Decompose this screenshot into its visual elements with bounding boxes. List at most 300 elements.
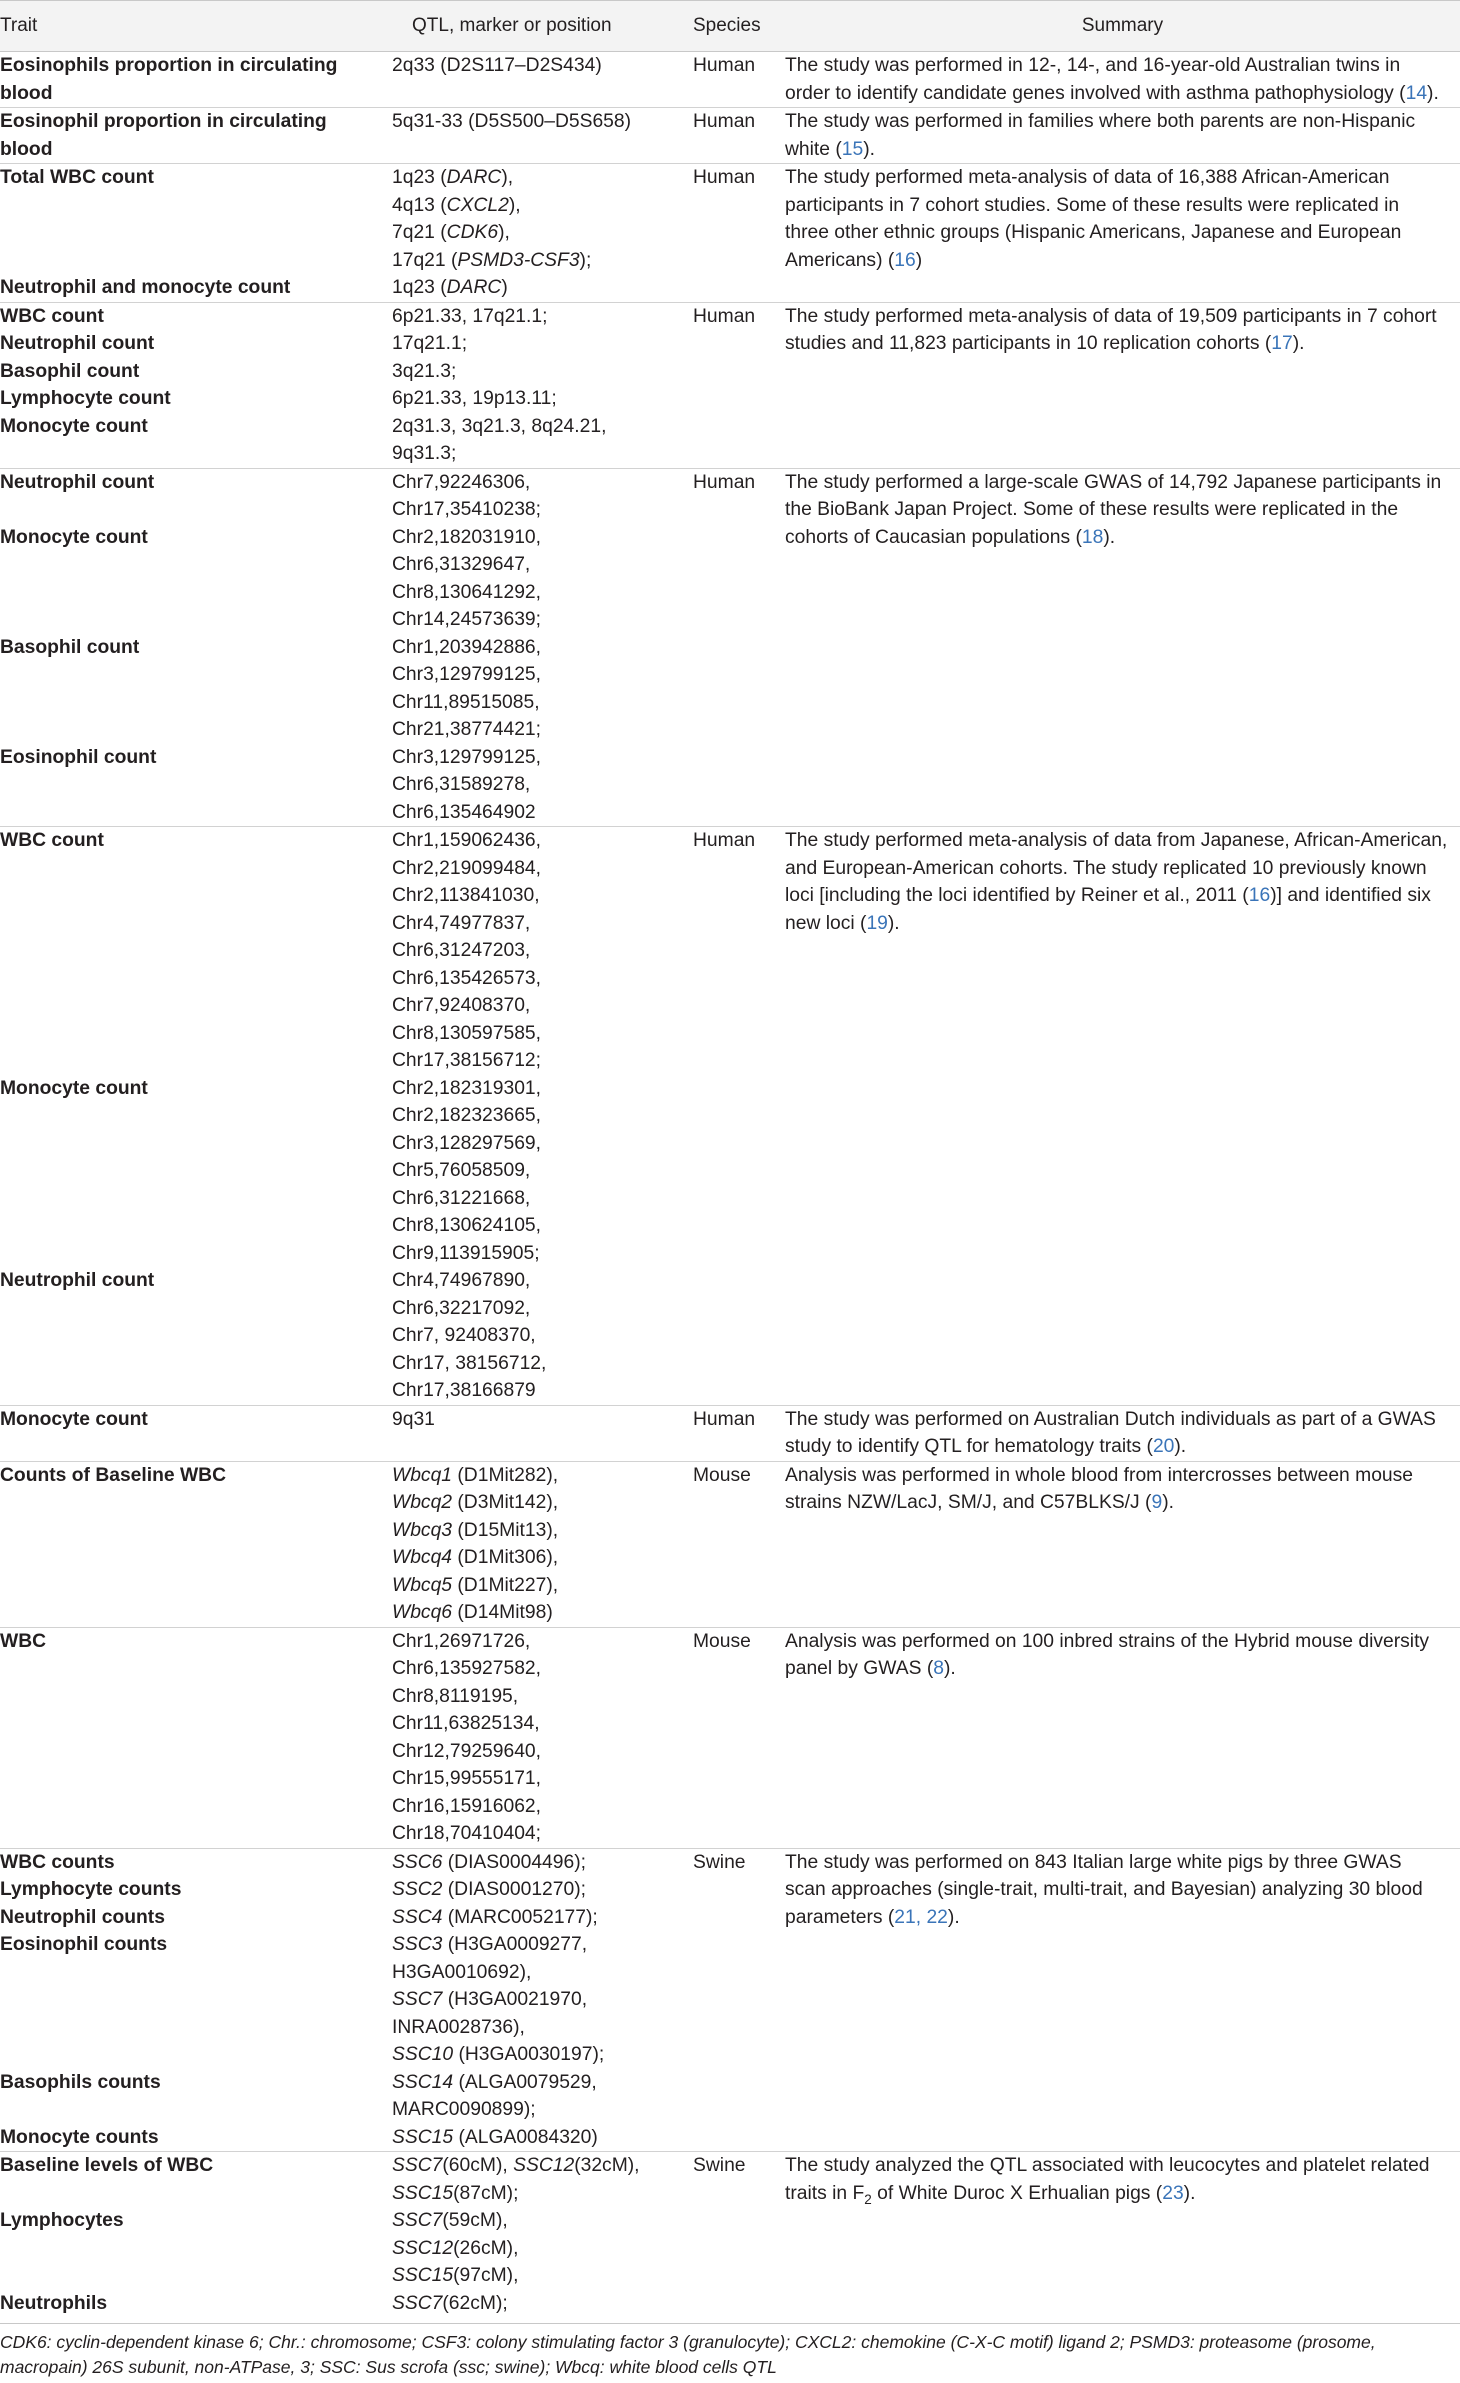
qtl-cell: [392, 1627, 693, 1848]
footnote-line: CDK6: cyclin-dependent kinase 6; Chr.: chromosome; CSF3: colony stimulating factor 3 (granulocyte); CXCL2: chemokine (C-X-C motif) ligand 2; PSMD3: proteasome (prosome,: [0, 2332, 1376, 2352]
trait-cell: [0, 1627, 392, 1848]
species-cell: Swine: [693, 1848, 785, 2152]
text-run: ).: [1183, 2182, 1196, 2204]
text-run: (H3GA0021970,: [442, 1989, 588, 2010]
table-row: [0, 1627, 1460, 1848]
qtl-cell: [392, 524, 693, 634]
trait-line: WBC: [0, 1630, 47, 1652]
qtl-line: [392, 1738, 693, 1766]
gene-name: SSC7: [392, 2155, 443, 2176]
qtl-line: [392, 716, 693, 744]
text-run: The study was performed on 843 Italian large white pigs by three GWAS: [785, 1851, 1402, 1873]
qtl-line: [392, 2262, 693, 2290]
summary-line: [785, 1628, 1454, 1656]
trait-line: Lymphocyte counts: [0, 1879, 182, 1900]
text-run: The study performed meta-analysis of data of 19,509 participants in 7 cohort: [785, 305, 1437, 327]
qtl-cell: [392, 1848, 693, 1876]
gene-name: PSMD3-CSF3: [457, 249, 580, 271]
text-run: Chr8,130641292,: [392, 581, 542, 603]
qtl-line: [392, 910, 693, 938]
summary-cell: [785, 1627, 1460, 1848]
qtl-line: [392, 771, 693, 799]
gene-name: SSC15: [392, 2265, 454, 2286]
text-run: Chr11,89515085,: [392, 691, 540, 713]
qtl-line: [392, 1959, 693, 1987]
trait-line: Neutrophils: [0, 2292, 108, 2314]
trait-line: Eosinophil count: [0, 746, 157, 768]
trait-cell: [0, 827, 392, 1075]
qtl-line: [392, 1047, 693, 1075]
summary-line: [785, 164, 1454, 192]
text-run: ).: [1292, 333, 1305, 354]
text-run: (D15Mit13),: [452, 1519, 559, 1541]
gene-name: CDK6: [446, 222, 499, 243]
summary-cell: [785, 827, 1460, 1406]
trait-line: WBC count: [0, 305, 104, 327]
qtl-line: [392, 2180, 693, 2208]
table-row: [0, 164, 1460, 275]
trait-cell: [0, 634, 392, 744]
text-run: loci [including the loci identified by Reiner et al., 2011 (: [785, 885, 1249, 906]
text-run: ): [915, 249, 923, 271]
trait-cell: [0, 1405, 392, 1461]
text-run: The study was performed in families where both parents are non-Hispanic: [785, 111, 1416, 132]
table-row: [0, 1848, 1460, 1876]
gene-name: SSC10: [392, 2044, 454, 2065]
summary-line: [785, 827, 1454, 855]
gene-name: Wbcq6: [392, 1602, 453, 1623]
text-run: The study performed a large-scale GWAS of 14,792 Japanese participants in: [785, 471, 1442, 493]
qtl-line: [392, 855, 693, 883]
summary-line: [785, 52, 1454, 80]
summary-cell: [785, 468, 1460, 827]
table-row: [0, 1405, 1460, 1461]
table-row: [0, 1461, 1460, 1627]
gene-name: Wbcq2: [392, 1492, 453, 1513]
trait-line: Neutrophil count: [0, 333, 155, 354]
trait-cell: [0, 1876, 392, 1904]
text-run: 9q31.3;: [392, 443, 457, 464]
qtl-line: [392, 1517, 693, 1545]
reference-link: 19: [866, 912, 888, 934]
gene-name: DARC: [446, 277, 502, 298]
trait-line: Monocyte count: [0, 1077, 148, 1099]
qtl-cell: [392, 468, 693, 524]
text-run: new loci (: [785, 912, 867, 934]
trait-line: Neutrophil count: [0, 471, 155, 493]
qtl-cell: [392, 2152, 693, 2208]
qtl-line: [392, 1157, 693, 1185]
text-run: 2q31.3, 3q21.3, 8q24.21,: [392, 415, 607, 437]
text-run: 5q31-33 (D5S500–D5S658): [392, 111, 632, 132]
trait-line: Eosinophil counts: [0, 1934, 168, 1955]
reference-link: 23: [1162, 2182, 1184, 2204]
summary-line: [785, 1876, 1454, 1904]
gene-name: SSC15: [392, 2126, 454, 2148]
table-row: [0, 52, 1460, 108]
text-run: parameters (: [785, 1906, 895, 1928]
summary-line: [785, 2180, 1454, 2208]
gene-name: SSC7: [392, 2292, 443, 2314]
reference-link: 18: [1081, 526, 1104, 548]
summary-cell: [785, 1405, 1460, 1461]
text-run: Chr6,31221668,: [392, 1187, 531, 1209]
text-run: 3q21.3;: [392, 360, 457, 382]
trait-line: Basophil count: [0, 636, 140, 658]
qtl-line: [392, 799, 693, 827]
qtl-line: [392, 2290, 693, 2318]
text-run: 2q33 (D2S117–D2S434): [392, 55, 602, 76]
text-run: Chr14,24573639;: [392, 609, 542, 630]
summary-line: [785, 330, 1454, 358]
qtl-line: [392, 274, 693, 302]
qtl-line: [392, 1628, 693, 1656]
summary-line: [785, 1433, 1454, 1461]
reference-link: 21, 22: [894, 1906, 948, 1928]
text-run: (62cM);: [442, 2292, 508, 2314]
text-run: (87cM);: [453, 2182, 519, 2204]
text-run: (ALGA0079529,: [453, 2071, 597, 2093]
text-run: Chr17,35410238;: [392, 499, 542, 520]
qtl-line: [392, 661, 693, 689]
species-cell: Mouse: [693, 1461, 785, 1627]
gene-name: SSC6: [392, 1851, 443, 1873]
text-run: (60cM),: [442, 2155, 514, 2176]
summary-line: [785, 524, 1454, 552]
summary-cell: [785, 1461, 1460, 1627]
trait-line: Lymphocyte count: [0, 388, 171, 409]
text-run: The study performed meta-analysis of data of 16,388 African-American: [785, 167, 1390, 188]
text-run: (MARC0052177);: [442, 1906, 598, 1928]
text-run: Analysis was performed on 100 inbred strains of the Hybrid mouse diversity: [785, 1630, 1430, 1652]
summary-cell: [785, 52, 1460, 108]
text-run: ).: [947, 1906, 960, 1928]
qtl-line: [392, 1793, 693, 1821]
trait-cell: [0, 385, 392, 413]
text-run: );: [579, 249, 592, 271]
qtl-line: [392, 2069, 693, 2097]
text-run: Americans) (: [785, 249, 895, 271]
species-cell: Mouse: [693, 1627, 785, 1848]
qtl-line: [392, 108, 693, 136]
qtl-cell: [392, 2207, 693, 2290]
text-run: 17q21.1;: [392, 333, 468, 354]
qtl-line: [392, 1240, 693, 1268]
text-run: MARC0090899);: [392, 2099, 536, 2120]
text-run: Chr3,129799125,: [392, 746, 542, 768]
trait-cell: [0, 358, 392, 386]
header-row: [0, 1, 1460, 52]
trait-line: Neutrophil and monocyte count: [0, 277, 291, 298]
qtl-line: [392, 1212, 693, 1240]
summary-line: [785, 910, 1454, 938]
qtl-line: [392, 1986, 693, 2014]
text-run: 6p21.33, 19p13.11;: [392, 388, 557, 409]
qtl-line: [392, 1599, 693, 1627]
qtl-cell: [392, 1904, 693, 1932]
text-run: Chr8,130624105,: [392, 1215, 542, 1236]
text-run: 1q23 (: [392, 167, 447, 188]
text-run: Chr6,31329647,: [392, 554, 531, 575]
reference-link: 20: [1152, 1436, 1175, 1457]
trait-line: Basophil count: [0, 360, 140, 382]
qtl-cell: [392, 274, 693, 302]
gene-name: Wbcq3: [392, 1519, 453, 1541]
trait-cell: [0, 1848, 392, 1876]
trait-line: Total WBC count: [0, 167, 154, 188]
qtl-line: [392, 2124, 693, 2152]
summary-line: [785, 1655, 1454, 1683]
qtl-line: [392, 1185, 693, 1213]
species-cell: Swine: [693, 2152, 785, 2318]
qtl-cell: [392, 1075, 693, 1268]
species-cell: Human: [693, 164, 785, 303]
trait-line: WBC counts: [0, 1851, 115, 1873]
qtl-line: [392, 440, 693, 468]
text-run: ).: [887, 912, 900, 934]
text-run: Chr2,182323665,: [392, 1105, 542, 1126]
gene-name: SSC7: [392, 2210, 443, 2231]
qtl-line: [392, 247, 693, 275]
text-run: (H3GA0030197);: [453, 2044, 605, 2065]
trait-cell: [0, 413, 392, 469]
text-run: Chr7, 92408370,: [392, 1325, 536, 1346]
text-run: ).: [1162, 1492, 1174, 1513]
qtl-cell: [392, 358, 693, 386]
text-run: Chr16,15916062,: [392, 1795, 542, 1817]
trait-cell: [0, 2207, 392, 2290]
header-species: Species: [693, 1, 785, 52]
text-run: and European-American cohorts. The study replicated 10 previously known: [785, 857, 1427, 879]
text-run: (97cM),: [453, 2265, 519, 2286]
text-run: ).: [1174, 1436, 1187, 1457]
table-row: [0, 468, 1460, 524]
qtl-cell: [392, 413, 693, 469]
text-run: Chr6,135927582,: [392, 1658, 542, 1679]
footnote-line: macropain) 26S subunit, non-ATPase, 3; SSC: Sus scrofa (ssc; swine); Wbcq: white blood cells QTL: [0, 2357, 777, 2377]
text-run: Chr6,135464902: [392, 801, 536, 823]
text-run: cohorts of Caucasian populations (: [785, 526, 1082, 548]
text-run: (32cM),: [574, 2155, 640, 2176]
trait-cell: [0, 1075, 392, 1268]
trait-cell: [0, 274, 392, 302]
text-run: (D1Mit227),: [452, 1574, 559, 1596]
summary-line: [785, 1849, 1454, 1877]
text-run: 7q21 (: [392, 222, 447, 243]
text-run: Chr6,31589278,: [392, 774, 531, 795]
text-run: Chr11,63825134,: [392, 1713, 540, 1734]
qtl-line: [392, 330, 693, 358]
qtl-line: [392, 164, 693, 192]
text-run: ): [501, 277, 508, 298]
text-run: Chr15,99555171,: [392, 1768, 542, 1789]
qtl-line: [392, 1489, 693, 1517]
qtl-line: [392, 882, 693, 910]
qtl-line: [392, 2235, 693, 2263]
qtl-line: [392, 634, 693, 662]
qtl-line: [392, 965, 693, 993]
qtl-cell: [392, 2290, 693, 2318]
qtl-line: [392, 524, 693, 552]
summary-line: [785, 247, 1454, 275]
qtl-line: [392, 1295, 693, 1323]
species-cell: Human: [693, 1405, 785, 1461]
qtl-line: [392, 2014, 693, 2042]
summary-cell: [785, 1848, 1460, 2152]
summary-line: [785, 469, 1454, 497]
text-run: The study was performed on Australian Dutch individuals as part of a GWAS: [785, 1408, 1436, 1430]
summary-line: [785, 108, 1454, 136]
text-run: panel by GWAS (: [785, 1658, 934, 1679]
reference-link: 15: [841, 138, 864, 160]
text-run: Chr6,32217092,: [392, 1297, 531, 1319]
header-qtl: QTL, marker or position: [392, 1, 693, 52]
gene-name: SSC3: [392, 1934, 443, 1955]
qtl-line: [392, 385, 693, 413]
trait-cell: [0, 2152, 392, 2208]
qtl-line: [392, 551, 693, 579]
header-trait: Trait: [0, 1, 392, 52]
summary-line: [785, 2152, 1454, 2180]
trait-line: Counts of Baseline WBC: [0, 1464, 227, 1486]
gene-name: Wbcq1: [392, 1464, 453, 1486]
text-run: Chr4,74967890,: [392, 1270, 531, 1291]
qtl-line: [392, 192, 693, 220]
text-run: ).: [1427, 82, 1439, 104]
qtl-line: [392, 1904, 693, 1932]
qtl-line: [392, 1572, 693, 1600]
gene-name: Wbcq5: [392, 1574, 453, 1596]
summary-line: [785, 1904, 1454, 1932]
qtl-line: [392, 992, 693, 1020]
qtl-line: [392, 52, 693, 80]
text-run: Chr5,76058509,: [392, 1160, 531, 1181]
table-row: [0, 108, 1460, 164]
qtl-line: [392, 2096, 693, 2124]
summary-line: [785, 1406, 1454, 1434]
text-run: ),: [498, 222, 510, 243]
reference-link: 17: [1271, 333, 1293, 354]
trait-cell: [0, 1461, 392, 1627]
text-run: Chr8,130597585,: [392, 1022, 542, 1044]
gene-name: CXCL2: [446, 194, 509, 216]
text-run: strains NZW/LacJ, SM/J, and C57BLKS/J (: [785, 1492, 1152, 1513]
text-run: Chr2,182031910,: [392, 526, 542, 548]
trait-cell: [0, 2069, 392, 2124]
qtl-cell: [392, 2124, 693, 2152]
qtl-line: [392, 496, 693, 524]
table-row: [0, 827, 1460, 1075]
qtl-line: [392, 827, 693, 855]
summary-line: [785, 80, 1454, 108]
species-cell: Human: [693, 108, 785, 164]
trait-cell: [0, 52, 392, 108]
qtl-cell: [392, 302, 693, 330]
qtl-cell: [392, 1461, 693, 1627]
text-run: study to identify QTL for hematology traits (: [785, 1436, 1153, 1457]
trait-cell: [0, 468, 392, 524]
text-run: of White Duroc X Erhualian pigs (: [871, 2182, 1163, 2204]
text-run: Chr8,8119195,: [392, 1685, 519, 1707]
species-cell: Human: [693, 827, 785, 1406]
text-run: Chr17,38156712;: [392, 1050, 542, 1071]
qtl-line: [392, 1350, 693, 1378]
text-run: ),: [501, 167, 514, 188]
qtl-cell: [392, 108, 693, 164]
text-run: (D1Mit282),: [452, 1464, 559, 1486]
qtl-cell: [392, 330, 693, 358]
text-run: Chr2,113841030,: [392, 885, 540, 906]
qtl-line: [392, 689, 693, 717]
trait-cell: [0, 2124, 392, 2152]
summary-line: [785, 303, 1454, 331]
gene-name: DARC: [446, 167, 502, 188]
qtl-line: [392, 1876, 693, 1904]
qtl-line: [392, 2207, 693, 2235]
text-run: The study performed meta-analysis of data from Japanese, African-American,: [785, 830, 1448, 851]
gene-name: SSC7: [392, 1989, 443, 2010]
qtl-cell: [392, 52, 693, 108]
summary-line: [785, 219, 1454, 247]
summary-line: [785, 1489, 1454, 1517]
qtl-line: [392, 358, 693, 386]
text-run: 1q23 (: [392, 277, 447, 298]
qtl-cell: [392, 2069, 693, 2124]
gene-name: Wbcq4: [392, 1547, 453, 1568]
trait-cell: [0, 1904, 392, 1932]
qtl-line: [392, 1075, 693, 1103]
qtl-cell: [392, 1405, 693, 1461]
reference-link: 16: [1248, 885, 1271, 906]
trait-line: Monocyte count: [0, 1408, 148, 1430]
qtl-line: [392, 579, 693, 607]
summary-cell: [785, 2152, 1460, 2318]
trait-cell: [0, 524, 392, 634]
gene-name: SSC12: [392, 2237, 454, 2259]
text-run: Chr21,38774421;: [392, 719, 542, 740]
text-run: (D1Mit306),: [452, 1547, 559, 1568]
qtl-line: [392, 413, 693, 441]
gene-name: SSC15: [392, 2182, 454, 2204]
gene-name: SSC2: [392, 1879, 443, 1900]
gene-name: SSC14: [392, 2071, 454, 2093]
text-run: INRA0028736),: [392, 2016, 525, 2038]
text-run: participants in 7 cohort studies. Some of these results were replicated in: [785, 194, 1400, 216]
table-footnote: [0, 2323, 1460, 2380]
text-run: (59cM),: [442, 2210, 508, 2231]
text-run: Chr1,26971726,: [392, 1630, 531, 1652]
summary-cell: [785, 164, 1460, 303]
text-run: 4q13 (: [392, 194, 447, 216]
text-run: traits in F: [785, 2182, 865, 2204]
trait-cell: [0, 2290, 392, 2318]
text-run: three other ethnic groups (Hispanic Americans, Japanese and European: [785, 222, 1402, 243]
qtl-line: [392, 1102, 693, 1130]
summary-line: [785, 496, 1454, 524]
qtl-line: [392, 1377, 693, 1405]
trait-cell: [0, 744, 392, 827]
qtl-line: [392, 303, 693, 331]
table-header: [0, 1, 1460, 52]
qtl-line: [392, 2041, 693, 2069]
qtl-line: [392, 2152, 693, 2180]
text-run: Chr6,135426573,: [392, 967, 542, 989]
species-cell: Human: [693, 468, 785, 827]
text-run: (DIAS0001270);: [442, 1879, 586, 1900]
trait-line: WBC count: [0, 830, 104, 851]
text-run: H3GA0010692),: [392, 1961, 532, 1983]
qtl-line: [392, 1849, 693, 1877]
